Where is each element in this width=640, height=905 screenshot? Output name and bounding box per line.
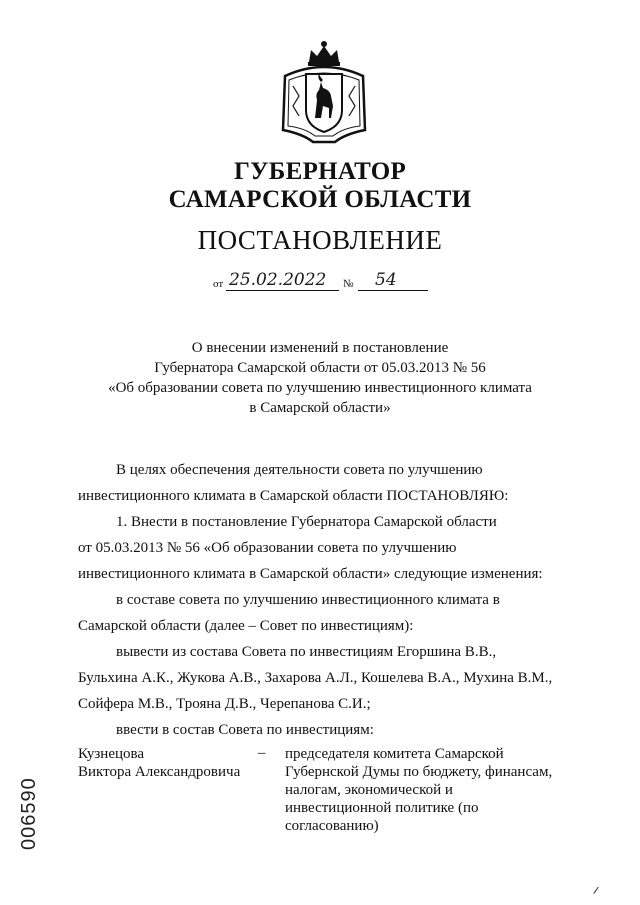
paragraph-4-line-2: Бульхина А.К., Жукова А.В., Захарова А.Л., Кошелева В.А., Мухина В.М., [78, 670, 553, 686]
member-role-line: председателя комитета Самарской [285, 746, 504, 762]
corner-mark [593, 887, 603, 898]
date-underline [226, 290, 339, 291]
paragraph-4-line-3: Сойфера М.В., Трояна Д.В., Черепанова С.И.; [78, 696, 371, 712]
document-type-heading: ПОСТАНОВЛЕНИЕ [197, 225, 443, 255]
member-given-names: Виктора Александровича [78, 764, 241, 780]
paragraph-2-line-1: 1. Внести в постановление Губернатора Самарской области [116, 514, 497, 530]
paragraph-2-line-3: инвестиционного климата в Самарской области» следующие изменения: [78, 566, 543, 582]
paragraph-3-line-2: Самарской области (далее – Совет по инвестициям): [78, 618, 414, 634]
member-name [78, 745, 240, 781]
paragraph-2-line-2: от 05.03.2013 № 56 «Об образовании совета по улучшению [78, 540, 457, 556]
member-role-line: согласованию) [285, 818, 379, 834]
paragraph-5-line-1: ввести в состав Совета по инвестициям: [116, 722, 374, 738]
subject-line: О внесении изменений в постановление [191, 340, 449, 356]
paragraph-1-line-2: инвестиционного климата в Самарской области ПОСТАНОВЛЯЮ: [78, 488, 509, 504]
member-surname: Кузнецова [78, 746, 145, 762]
handwritten-number: 54 [375, 270, 397, 290]
member-role [285, 745, 568, 835]
organization-title-line1: ГУБЕРНАТОР [233, 158, 407, 185]
number-underline [358, 290, 428, 291]
handwritten-date: 25.02.2022 [229, 270, 327, 290]
subject-line: «Об образовании совета по улучшению инвестиционного климата [108, 380, 532, 396]
member-role-line: налогам, экономической и [285, 782, 453, 798]
paragraph-1-line-1: В целях обеспечения деятельности совета по улучшению [116, 462, 483, 478]
subject-line: Губернатора Самарской области от 05.03.2013 № 56 [154, 360, 486, 376]
document-subject [0, 338, 640, 418]
date-prefix: от [213, 278, 224, 290]
paragraph-3-line-1: в составе совета по улучшению инвестиционного климата в [116, 592, 500, 608]
subject-line: в Самарской области» [249, 400, 391, 416]
member-role-line: Губернской Думы по бюджету, финансам, [285, 764, 553, 780]
margin-serial-number: 006590 [18, 777, 40, 850]
date-number-line [213, 272, 433, 294]
paragraph-4-line-1: вывести из состава Совета по инвестициям Егоршина В.В., [116, 644, 497, 660]
coat-of-arms-emblem [275, 38, 373, 150]
number-prefix: № [343, 278, 354, 290]
member-role-line: инвестиционной политике (по [285, 800, 479, 816]
member-dash: – [258, 745, 266, 761]
organization-title-line2: САМАРСКОЙ ОБЛАСТИ [168, 186, 472, 213]
